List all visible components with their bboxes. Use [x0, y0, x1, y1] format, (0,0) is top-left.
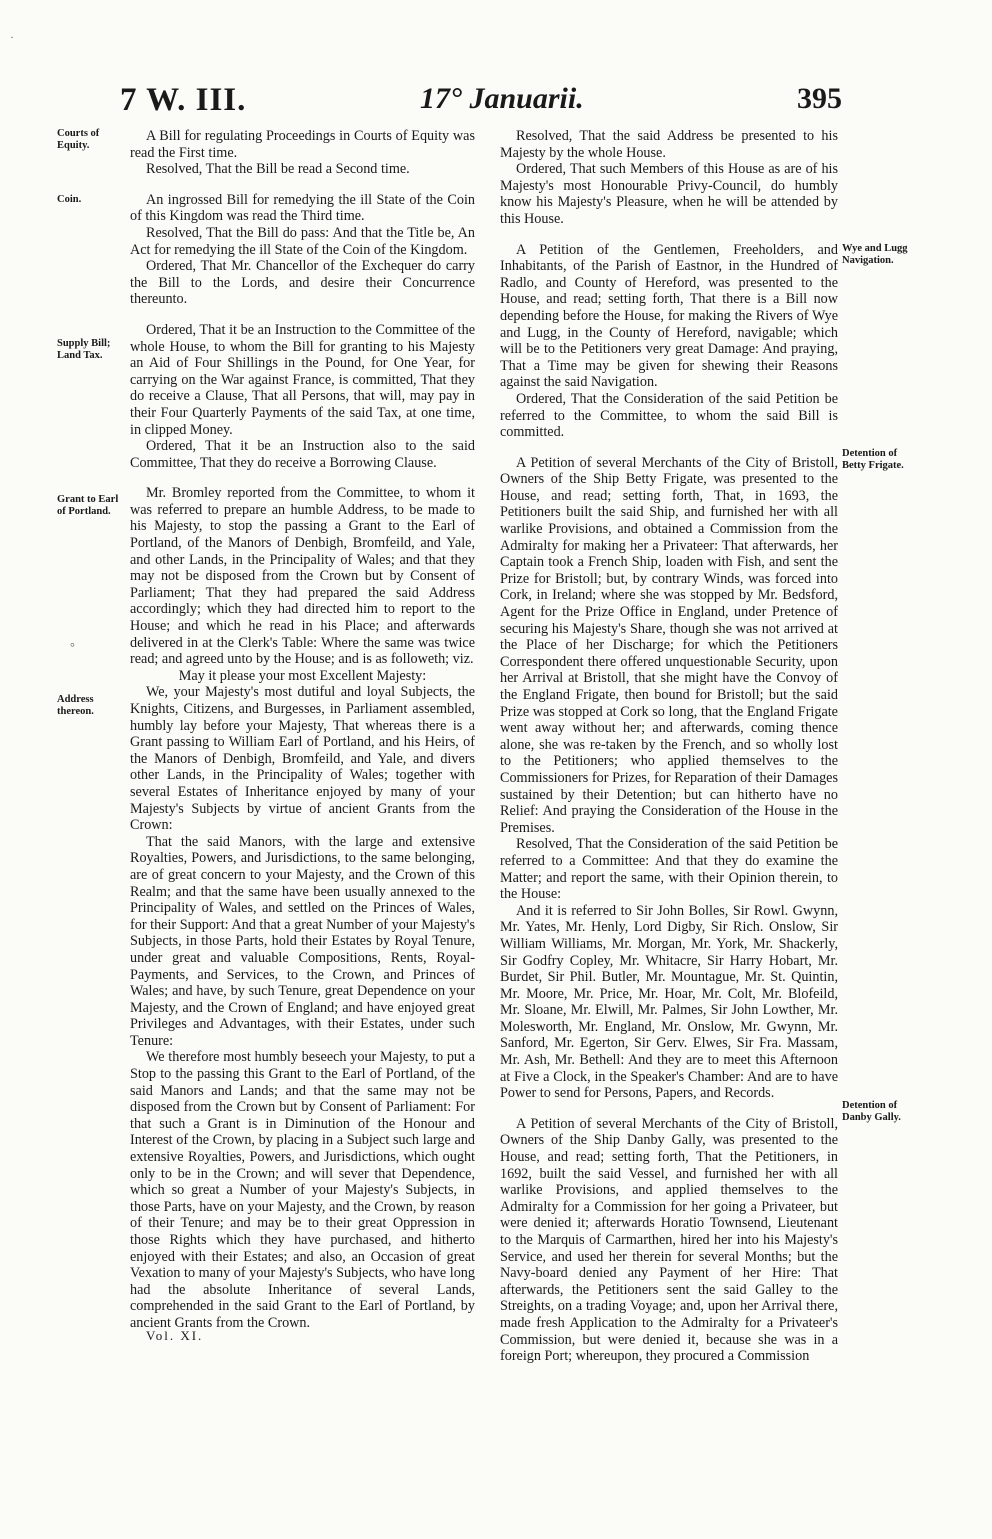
paragraph: Ordered, That such Members of this House as are of his Majesty's most Honourable Privy-Council, do humbly know his Majesty's Pleasure, when he will be attended by this House. [500, 161, 838, 227]
paragraph: We, your Majesty's most dutiful and loyal Subjects, the Knights, Citizens, and Burgesses, in Parliament assembled, humbly lay before your Majesty, That whereas there is a Grant passing to William Earl of Portland, and his Heirs, of the Manors of Denbigh, Bromfeild, and Yale, and divers other Lands, in the Principality of Wales; together with several Estates of Inheritance enjoyed by many of your Majesty's Subjects by virtue of ancient Grants from the Crown: [130, 684, 475, 834]
paragraph: Resolved, That the said Address be presented to his Majesty by the whole House. [500, 128, 838, 161]
paragraph: And it is referred to Sir John Bolles, Sir Rowl. Gwynn, Mr. Yates, Mr. Henly, Lord Digby, Sir Rich. Onslow, Sir William Williams, Mr. Morgan, Mr. York, Mr. Shackerly, Sir Godfry Copley, Mr. Whitacre, Sir Harry Hobart, Mr. Burdet, Sir Phil. Butler, Mr. Mountague, Mr. St. Quintin, Mr. Moore, Mr. Price, Mr. Hoar, Mr. Colt, Mr. Blofeild, Mr. Sloane, Mr. Elwill, Mr. Palmes, Sir John Lowther, Mr. Molesworth, Mr. England, Mr. Onslow, Mr. Gwynn, Mr. Sanford, Mr. Egerton, Sir Gerv. Elwes, Sir Fra. Massam, Mr. Ash, Mr. Bethell: And they are to meet this Afternoon at Five a Clock, in the Speaker's Chamber: And are to have Power to send for Persons, Papers, and Records. [500, 902, 838, 1102]
paper-speck: · [10, 30, 14, 44]
paragraph: Resolved, That the Bill be read a Second time. [146, 161, 410, 178]
session-date: 17° Januarii. [420, 82, 584, 115]
margin-note-danby: Detention of Danby Gally. [842, 1100, 901, 1123]
paragraph: Ordered, That Mr. Chancellor of the Exchequer do carry the Bill to the Lords, and desire their Concurrence thereunto. [130, 258, 475, 308]
page-header [120, 82, 842, 126]
margin-note-grant: Grant to Earl of Portland. [57, 494, 119, 517]
volume-footer: Vol. XI. [146, 1328, 204, 1343]
margin-note-wye: Wye and Lugg Navigation. [842, 243, 908, 266]
margin-note-betty: Detention of Betty Frigate. [842, 448, 904, 471]
paragraph: That the said Manors, with the large and extensive Royalties, Powers, and Jurisdictions, to the same belonging, are of great concern to your Majesty, and the Crown of this Realm; and that the same have been usually annexed to the Principality of Wales, and settled on the Princes of Wales, for their Support: And that a great Number of your Majesty's Subjects, in those Parts, hold their Estates by Royal Tenure, under great and valuable Compositions, Rents, Royal-Payments, and Services, to the Crown, and Princes of Wales; and have, by such Tenure, great Dependence on your Majesty, and the Crown of England; and have enjoyed great Privileges and Advantages, with their Estates, under such Tenure: [130, 833, 475, 1049]
paragraph: Mr. Bromley reported from the Committee, to whom it was referred to prepare an humble Address, to be made to his Majesty, to stop the passing a Grant to the Earl of Portland, of the Manors of Denbigh, Bromfeild, and Yale, and other Lands, in the Principality of Wales; and that they may not be disposed from the Crown but by Consent of Parliament; That they had prepared the said Address accordingly; which they had directed him to report to the House; and which he read in his Place; and afterwards delivered in at the Clerk's Table: Where the same was twice read; and agreed unto by the House; and is as followeth; viz. [130, 485, 475, 668]
paragraph: Ordered, That the Consideration of the said Petition be referred to the Committee, to whom the said Bill is committed. [500, 390, 838, 441]
margin-note-address: Address thereon. [57, 694, 94, 717]
margin-note-supply: Supply Bill; Land Tax. [57, 338, 111, 361]
address-salutation: May it please your most Excellent Majesty: [178, 667, 427, 684]
paragraph: Ordered, That it be an Instruction also to the said Committee, That they do receive a Borrowing Clause. [130, 438, 475, 471]
page-number: 395 [797, 82, 842, 115]
margin-note-coin: Coin. [57, 194, 82, 205]
paragraph: A Bill for regulating Proceedings in Courts of Equity was read the First time. [130, 128, 475, 161]
paragraph: An ingrossed Bill for remedying the ill State of the Coin of this Kingdom was read the Third time. [130, 191, 475, 225]
margin-note-courts: Courts of Equity. [57, 128, 100, 151]
regnal-year: 7 W. III. [120, 82, 247, 118]
right-column [500, 128, 838, 1365]
paragraph: A Petition of the Gentlemen, Freeholders, and Inhabitants, of the Parish of Eastnor, in the Hundred of Radlo, and County of Hereford, was presented to the House, and read; setting forth, That there is a Bill now depending before the House, for making the Rivers of Wye and Lugg, in the County of Hereford, navigable; which will be to the Petitioners very great Damage: And praying, That a Time may be given for shewing their Reasons against the said Navigation. [500, 241, 838, 391]
paragraph: Resolved, That the Consideration of the said Petition be referred to a Committee: And that they do examine the Matter; and report the same, with their Opinion therein, to the House: [500, 836, 838, 903]
paragraph: We therefore most humbly beseech your Majesty, to put a Stop to the passing this Grant to the Earl of Portland, of the said Manors and Lands; and that the same may not be disposed from the Crown but by Consent of Parliament: For that such a Grant is in Diminution of the Honour and Interest of the Crown, by placing in a Subject such large and extensive Royalties, Powers, and Jurisdictions, which ought only to be in the Crown; and will sever that Dependence, which so great a Number of your Majesty's Subjects, in those Parts, have on your Majesty, and the Crown, by reason of their Tenure; and may be to their great Oppression in those Rights which they have purchased, and hitherto enjoyed with their Estates; and also, an Occasion of great Vexation to many of your Majesty's Subjects, who have long had the absolute Inheritance of several Lands, comprehended in the said Grant to the Earl of Portland, by ancient Grants from the Crown. [130, 1049, 475, 1331]
paragraph: Resolved, That the Bill do pass: And that the Title be, An Act for remedying the ill State of the Coin of the Kingdom. [130, 224, 475, 258]
paragraph: A Petition of several Merchants of the City of Bristoll, Owners of the Ship Danby Gally, was presented to the House, and read; setting forth, That the Petitioners, in 1692, built the said Vessel, and furnished her with all warlike Provisions, and applied themselves to the Admiralty for a Commission for her going a Privateer, but were denied it; afterwards Horatio Townsend, Lieutenant to the Marquis of Carmarthen, hired her into his Majesty's Service, and used her therein for several Months; but the Navy-board denied any Payment of her Hire: That afterwards, the Petitioners sent the said Galley to the Streights, on a trading Voyage; and, upon her Arrival there, made fresh Application to the Admiralty for a Privateer's Commission, but were denied it, because she was in a foreign Port; whereupon, they procured a Commission [500, 1115, 838, 1365]
paragraph: Ordered, That it be an Instruction to the Committee of the whole House, to whom the Bill for granting to his Majesty an Aid of Four Shillings in the Pound, for One Year, for carrying on the War against France, is committed, That they do receive a Clause, That all Persons, that will, may pay in their Four Quarterly Payments of the said Tax, at one time, in clipped Money. [130, 321, 475, 438]
paragraph: A Petition of several Merchants of the City of Bristoll, Owners of the Ship Betty Frigate, was presented to the House, and read; setting forth, That, in 1693, the Petitioners built the said Ship, and furnished her with all warlike Provisions, and obtained a Commission from the Admiralty for making her a Privateer: That afterwards, her Captain took a French Ship, loaden with Fish, and sent the Prize for Bristoll; but, by contrary Winds, was forced into Cork, in Ireland; where she was stopped by Mr. Bedsford, Agent for the Prize Office in England, under Pretence of securing his Majesty's Share, though she was not arrived at the Place of her Discharge; for which the Petitioners Correspondent there offered unquestionable Security, upon her Arrival at Bristoll, that she might have the Convoy of the England Frigate, then bound for Bristoll; but the said Prize was stopped at Cork so long, that the England Frigate went away without her; and afterwards, coming thence alone, she was re-taken by the French, and so wholly lost to the Petitioners; who applied themselves to the Commissioners for Prizes, for Reparation of their Damages sustained by their Detention; but can hitherto have no Relief: And praying the Consideration of the House in the Premises. [500, 454, 838, 836]
left-column [130, 128, 475, 1332]
paper-speck: ° [70, 640, 75, 654]
